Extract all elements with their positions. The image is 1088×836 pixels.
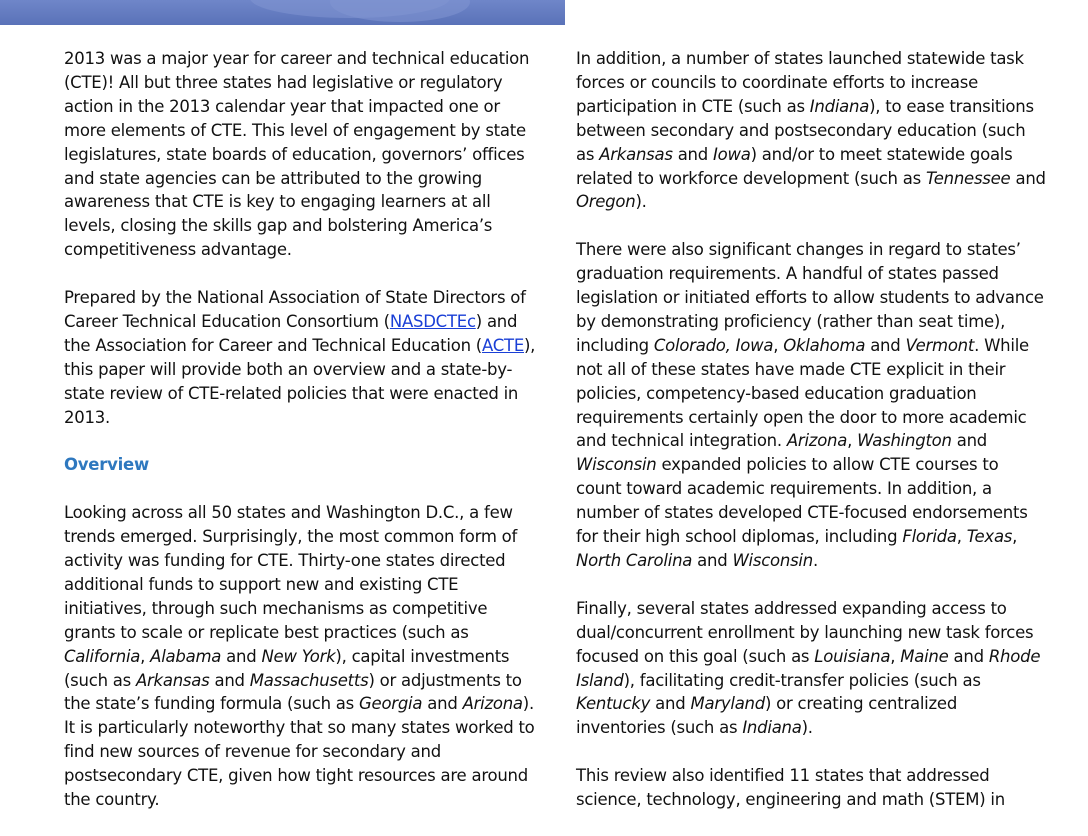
text-run: and [692, 551, 733, 571]
state-name: Arizona [786, 431, 848, 451]
state-name: Kentucky [576, 694, 651, 714]
text-run: , [890, 646, 901, 666]
text-run: ) or creating centralized inventories (such as [576, 694, 958, 738]
text-run: and [422, 694, 463, 714]
dual-enrollment-paragraph [576, 597, 1046, 740]
text-run: and [209, 670, 250, 690]
text-run: ) and/or to meet statewide goals related to workforce development (such as [576, 144, 1013, 188]
text-run: , [773, 335, 784, 355]
task-forces-paragraph [576, 47, 1046, 214]
text-run: ), capital investments (such as [64, 646, 510, 690]
intro-paragraph: 2013 was a major year for career and technical education (CTE)! All but three states had legislative or regulatory action in the 2013 calendar year that impacted one or more elements of CTE. This level of engagement by state legislatures, state boards of education, governors’ offices and state agencies can be attributed to the growing awareness that CTE is key to engaging learners at all levels, closing the skills gap and bolstering America’s competitiveness advantage. [64, 49, 530, 260]
state-name: Indiana [809, 96, 870, 116]
state-name: Wisconsin [576, 455, 657, 475]
text-run: and [1010, 168, 1046, 188]
text-run: and [672, 144, 713, 164]
text-run: . [812, 551, 818, 571]
state-name: North Carolina [576, 551, 693, 571]
banner-map-shape [330, 0, 470, 22]
text-run: ). [635, 192, 647, 212]
text-run: . While not all of these states have made CTE explicit in their policies, competency-based education graduation requirements certainly open the door to more academic and technical integration. [576, 335, 1029, 451]
state-name: Florida [902, 527, 957, 547]
text-run: and [221, 646, 262, 666]
state-name: Arkansas [135, 670, 210, 690]
text-run: ). [801, 718, 813, 738]
state-name: New York [261, 646, 336, 666]
text-run: ), to ease transitions between secondary and postsecondary education (such as [576, 96, 1034, 164]
state-name: Oklahoma [783, 335, 866, 355]
state-name: Iowa [713, 144, 751, 164]
state-name: California [64, 646, 141, 666]
state-name: Maine [900, 646, 949, 666]
state-name: Massachusetts [249, 670, 369, 690]
prepared-by-paragraph [64, 286, 539, 429]
state-name: Maryland [690, 694, 765, 714]
text-run: In addition, a number of states launched statewide task forces or councils to coordinate efforts to increase participation in CTE (such as [576, 49, 1024, 116]
text-run: and [951, 431, 988, 451]
state-name: Rhode Island [576, 646, 1041, 690]
state-name: Alabama [150, 646, 222, 666]
nasdctec-link[interactable]: NASDCTEc [389, 311, 476, 331]
state-name: Texas [966, 527, 1013, 547]
state-name: Wisconsin [732, 551, 813, 571]
state-name: Colorado, Iowa [653, 335, 774, 355]
text-run: and [865, 335, 906, 355]
text-run: , [847, 431, 858, 451]
text-run: ). It is particularly noteworthy that so many states worked to find new sources of revenue for secondary and postsecondary CTE, given how tight resources are around the country. [64, 694, 535, 810]
acte-link[interactable]: ACTE [481, 335, 524, 355]
text-run: There were also significant changes in regard to states’ graduation requirements. A handful of states passed legislation or initiated efforts to allow students to advance by demonstrating proficiency (rather than seat time), including [576, 240, 1044, 355]
state-name: Arizona [462, 694, 523, 714]
state-name: Arkansas [599, 144, 673, 164]
text-run: expanded policies to allow CTE courses to count toward academic requirements. In addition, a number of states developed CTE-focused endorsements for their high school diplomas, including [576, 455, 1028, 547]
text-run: ), this paper will provide both an overview and a state-by-state review of CTE-related policies that were enacted in 2013. [64, 335, 536, 427]
left-column [64, 47, 539, 836]
text-run: Prepared by the National Association of State Directors of Career Technical Education Consortium ( [64, 288, 526, 331]
header-banner-image [0, 0, 565, 25]
text-run: ) or adjustments to the state’s funding formula (such as [64, 670, 522, 714]
state-name: Vermont [905, 335, 975, 355]
graduation-requirements-paragraph [576, 238, 1046, 573]
state-name: Indiana [742, 718, 802, 738]
overview-heading: Overview [64, 455, 149, 475]
stem-paragraph: This review also identified 11 states that addressed science, technology, engineering and math (STEM) in [576, 766, 1005, 810]
text-run: Finally, several states addressed expanding access to dual/concurrent enrollment by launching new task forces focused on this goal (such as [576, 598, 1034, 666]
right-column [576, 47, 1046, 836]
text-run: , [956, 527, 967, 547]
text-run: , [140, 646, 151, 666]
state-name: Oregon [576, 192, 636, 212]
text-run: and [650, 694, 691, 714]
text-run: ) and the Association for Career and Technical Education ( [64, 311, 518, 355]
state-name: Washington [857, 431, 952, 451]
state-name: Georgia [359, 694, 423, 714]
text-run: and [948, 646, 989, 666]
text-run: Looking across all 50 states and Washington D.C., a few trends emerged. Surprisingly, the most common form of activity was funding for CTE. Thirty-one states directed additional funds to support new and existing CTE initiatives, through such mechanisms as competitive grants to scale or replicate best practices (such as [64, 503, 518, 642]
state-name: Tennessee [925, 168, 1011, 188]
overview-paragraph [64, 501, 539, 812]
text-run: ), facilitating credit-transfer policies (such as [623, 670, 981, 690]
state-name: Louisiana [814, 646, 891, 666]
text-run: , [1012, 527, 1018, 547]
